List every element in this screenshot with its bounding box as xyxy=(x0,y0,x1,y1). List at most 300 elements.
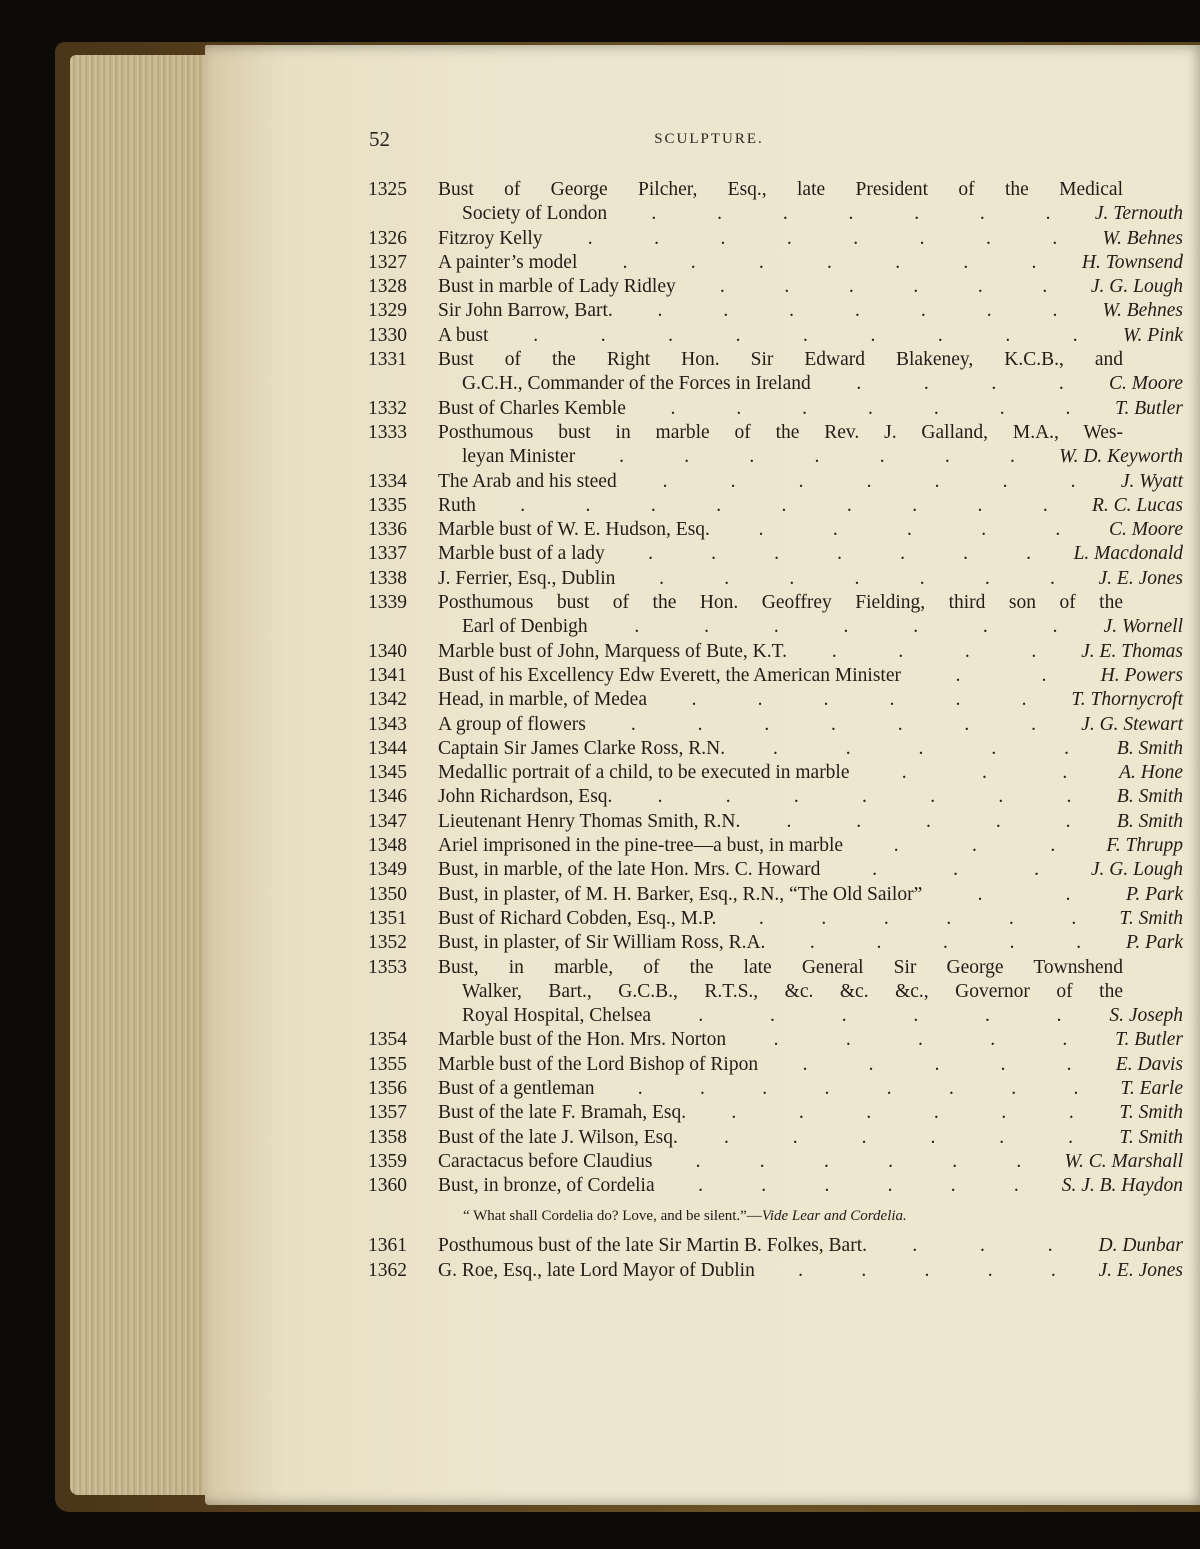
leader-dot: . xyxy=(955,664,961,686)
leader-dot: . xyxy=(831,713,836,735)
leader-dot: . xyxy=(887,1175,893,1197)
leader-dot: . xyxy=(585,494,591,516)
dot-leaders xyxy=(640,397,1101,421)
leader-dot: . xyxy=(803,324,808,346)
catalogue-entry-line xyxy=(368,785,1183,809)
leader-dot: . xyxy=(719,276,725,298)
leader-dot: . xyxy=(984,567,990,589)
leader-dot: . xyxy=(895,251,901,273)
leader-dot: . xyxy=(684,446,690,468)
entry-artist: T. Butler xyxy=(1115,397,1183,419)
leader-dot: . xyxy=(792,1126,798,1148)
entry-title: Marble bust of the Lord Bishop of Ripon xyxy=(438,1053,759,1075)
leader-dot: . xyxy=(772,737,778,759)
dot-leaders xyxy=(700,1101,1105,1125)
entry-number: 1338 xyxy=(368,567,407,589)
leader-dot: . xyxy=(1052,616,1058,638)
leader-dot: . xyxy=(1070,470,1076,492)
catalogue-entry-line xyxy=(368,1028,1183,1052)
leader-dot: . xyxy=(950,1175,956,1197)
leader-dot: . xyxy=(789,567,795,589)
leader-dot: . xyxy=(731,1102,737,1124)
leader-dot: . xyxy=(886,1077,892,1099)
leader-dot: . xyxy=(866,470,872,492)
entry-number: 1355 xyxy=(368,1053,407,1075)
entry-number: 1328 xyxy=(368,276,407,298)
dot-leaders xyxy=(730,907,1105,931)
page-header xyxy=(369,127,1189,157)
entry-number: 1358 xyxy=(368,1126,407,1148)
entry-artist: H. Townsend xyxy=(1081,251,1183,273)
leader-dot: . xyxy=(1065,810,1071,832)
leader-dot: . xyxy=(730,470,736,492)
entry-number: 1360 xyxy=(368,1175,407,1197)
entry-artist: J. G. Lough xyxy=(1090,859,1183,881)
leader-dot: . xyxy=(848,276,854,298)
leader-dot: . xyxy=(691,689,697,711)
entry-number: 1352 xyxy=(368,932,407,954)
leader-dot: . xyxy=(991,737,997,759)
leader-dot: . xyxy=(930,1126,936,1148)
catalogue-entry-line xyxy=(368,737,1183,761)
leader-dot: . xyxy=(912,494,918,516)
dot-leaders xyxy=(557,227,1088,251)
entry-artist: C. Moore xyxy=(1108,373,1183,395)
catalogue-entry-line xyxy=(368,1126,1183,1150)
entry-artist: T. Smith xyxy=(1119,1126,1183,1148)
leader-dot: . xyxy=(913,276,919,298)
leader-dot: . xyxy=(982,762,987,784)
leader-dot: . xyxy=(723,300,729,322)
entry-title: Posthumous bust in marble of the Rev. J. Galland, M.A., Wes- xyxy=(438,421,1123,443)
leader-dot: . xyxy=(1072,324,1078,346)
leader-dot: . xyxy=(1049,567,1055,589)
dot-leaders xyxy=(619,542,1060,566)
leader-dot: . xyxy=(749,446,755,468)
leader-dot: . xyxy=(786,810,792,832)
leader-dot: . xyxy=(758,519,764,541)
leader-dot: . xyxy=(998,786,1004,808)
entry-number: 1356 xyxy=(368,1077,407,1099)
leader-dot: . xyxy=(846,494,852,516)
entry-number: 1353 xyxy=(368,956,407,978)
leader-dot: . xyxy=(704,616,709,638)
dot-leaders xyxy=(627,299,1088,323)
entry-artist: C. Moore xyxy=(1108,519,1183,541)
leader-dot: . xyxy=(1064,737,1070,759)
leader-dot: . xyxy=(757,689,763,711)
leader-dot: . xyxy=(798,470,804,492)
leader-dot: . xyxy=(831,640,837,662)
dot-leaders xyxy=(724,518,1095,542)
leader-dot: . xyxy=(883,907,889,929)
catalogue-entry-line xyxy=(368,372,1183,396)
dot-leaders xyxy=(779,931,1112,955)
leader-dot: . xyxy=(952,1150,958,1172)
entry-number: 1339 xyxy=(368,592,407,614)
dot-leaders xyxy=(769,1259,1085,1283)
entry-artist: J. E. Thomas xyxy=(1081,640,1183,662)
leader-dot: . xyxy=(937,324,943,346)
leader-dot: . xyxy=(955,689,961,711)
leader-dot: . xyxy=(1052,300,1058,322)
entry-artist: J. G. Lough xyxy=(1090,276,1183,298)
entry-artist: A. Hone xyxy=(1119,762,1183,784)
leader-dot: . xyxy=(781,494,787,516)
leader-dot: . xyxy=(889,689,895,711)
leader-dot: . xyxy=(782,203,788,225)
catalogue-entry-line xyxy=(368,1234,1183,1258)
leader-dot: . xyxy=(1073,1077,1079,1099)
leader-dot: . xyxy=(934,1053,940,1075)
leader-dot: . xyxy=(793,786,799,808)
leader-dot: . xyxy=(770,1005,775,1027)
dot-leaders xyxy=(740,1028,1101,1052)
catalogue-entry-line xyxy=(368,1101,1183,1125)
leader-dot: . xyxy=(953,859,958,881)
entry-title: Bust of George Pilcher, Esq., late President of the Medical xyxy=(438,179,1123,200)
leader-dot: . xyxy=(724,567,730,589)
entry-title: A group of flowers xyxy=(438,713,586,735)
leader-dot: . xyxy=(1062,1029,1068,1051)
catalogue-entry-line xyxy=(368,1174,1183,1198)
leader-dot: . xyxy=(784,276,790,298)
entry-title: G. Roe, Esq., late Lord Mayor of Dublin xyxy=(438,1259,755,1281)
entry-number: 1327 xyxy=(368,251,407,273)
entry-title: A bust xyxy=(438,324,489,346)
leader-dot: . xyxy=(982,616,988,638)
entry-title: Ariel imprisoned in the pine-tree—a bust, in marble xyxy=(438,835,844,857)
leader-dot: . xyxy=(1066,1053,1072,1075)
leader-dot: . xyxy=(919,227,925,249)
leader-dot: . xyxy=(845,737,851,759)
leader-dot: . xyxy=(657,786,663,808)
dot-leaders xyxy=(739,737,1103,761)
leader-dot: . xyxy=(948,1077,954,1099)
entry-title: Head, in marble, of Medea xyxy=(438,689,647,711)
catalogue-entry-line xyxy=(368,251,1183,275)
leader-dot: . xyxy=(946,907,952,929)
entry-title: Society of London xyxy=(462,203,608,225)
dot-leaders xyxy=(609,1077,1107,1101)
leader-dot: . xyxy=(861,1259,867,1281)
leader-dot: . xyxy=(1013,1175,1019,1197)
entry-artist: J. Wyatt xyxy=(1120,470,1183,492)
entry-number: 1349 xyxy=(368,859,407,881)
leader-dot: . xyxy=(1031,251,1037,273)
catalogue-entry-line xyxy=(368,761,1183,785)
entry-title: Fitzroy Kelly xyxy=(438,227,543,249)
entry-artist: B. Smith xyxy=(1116,737,1183,759)
entry-title: Bust, in plaster, of Sir William Ross, R.A. xyxy=(438,932,766,954)
leader-dot: . xyxy=(845,1029,851,1051)
leader-dot: . xyxy=(856,373,862,395)
entry-number: 1347 xyxy=(368,810,407,832)
dot-leaders xyxy=(915,664,1087,688)
leader-dot: . xyxy=(1055,519,1061,541)
leader-dot: . xyxy=(843,616,849,638)
leader-dot: . xyxy=(698,1175,704,1197)
entry-title: Bust of a gentleman xyxy=(438,1077,595,1099)
dot-leaders xyxy=(490,494,1078,518)
leader-dot: . xyxy=(758,251,764,273)
entry-number: 1340 xyxy=(368,640,407,662)
leader-dot: . xyxy=(855,300,860,322)
entry-title: Sir John Barrow, Bart. xyxy=(438,300,613,322)
entry-title: Royal Hospital, Chelsea xyxy=(462,1005,652,1027)
entry-title: J. Ferrier, Esq., Dublin xyxy=(438,567,616,589)
entry-artist: R. C. Lucas xyxy=(1091,494,1183,516)
leader-dot: . xyxy=(918,1029,923,1051)
entry-artist: W. C. Marshall xyxy=(1064,1150,1183,1172)
catalogue-list xyxy=(368,178,1183,1283)
entry-number: 1343 xyxy=(368,713,407,735)
entry-number: 1342 xyxy=(368,689,407,711)
leader-dot: . xyxy=(774,543,779,565)
dot-leaders xyxy=(631,470,1107,494)
entry-title: Marble bust of John, Marquess of Bute, K.T. xyxy=(438,640,787,662)
dot-leaders xyxy=(936,883,1112,907)
leader-dot: . xyxy=(862,786,867,808)
leader-dot: . xyxy=(651,203,657,225)
entry-title: Bust of his Excellency Edw Everett, the American Minister xyxy=(438,664,902,686)
entry-title: Bust, in bronze, of Cordelia xyxy=(438,1175,655,1197)
entry-number: 1359 xyxy=(368,1150,407,1172)
catalogue-entry-line xyxy=(368,1004,1183,1028)
leader-dot: . xyxy=(1042,276,1048,298)
leader-dot: . xyxy=(1021,689,1027,711)
entry-title: Marble bust of W. E. Hudson, Esq. xyxy=(438,519,710,541)
leader-dot: . xyxy=(913,1005,919,1027)
catalogue-entry-line xyxy=(368,348,1183,372)
leader-dot: . xyxy=(876,932,882,954)
leader-dot: . xyxy=(1041,664,1047,686)
leader-dot: . xyxy=(1065,883,1071,905)
entry-artist: L. Macdonald xyxy=(1073,543,1183,565)
leader-dot: . xyxy=(980,1235,985,1257)
entry-title: Medallic portrait of a child, to be executed in marble xyxy=(438,762,850,784)
leader-dot: . xyxy=(1031,713,1036,735)
dot-leaders xyxy=(629,567,1085,591)
dot-leaders xyxy=(666,1150,1051,1174)
entry-number: 1335 xyxy=(368,494,407,516)
leader-dot: . xyxy=(934,470,940,492)
leader-dot: . xyxy=(977,276,983,298)
leader-dot: . xyxy=(981,519,987,541)
catalogue-entry-line xyxy=(368,713,1183,737)
leader-dot: . xyxy=(919,567,925,589)
entry-title: Bust of Charles Kemble xyxy=(438,397,626,419)
catalogue-entry-line xyxy=(368,883,1183,907)
entry-title: Bust of the Right Hon. Sir Edward Blakeney, K.C.B., and xyxy=(438,349,1123,371)
catalogue-entry-line xyxy=(368,931,1183,955)
leader-dot: . xyxy=(725,786,731,808)
leader-dot: . xyxy=(520,494,526,516)
entry-quote xyxy=(368,1198,1183,1234)
leader-dot: . xyxy=(913,616,919,638)
catalogue-entry-line xyxy=(368,324,1183,348)
entry-number: 1330 xyxy=(368,324,407,346)
entry-artist: T. Thornycroft xyxy=(1071,689,1183,711)
page-number: 52 xyxy=(369,127,390,151)
leader-dot: . xyxy=(872,859,877,881)
entry-artist: T. Earle xyxy=(1120,1077,1183,1099)
leader-dot: . xyxy=(924,1259,930,1281)
leader-dot: . xyxy=(699,1077,705,1099)
catalogue-entry-line xyxy=(368,178,1183,202)
leader-dot: . xyxy=(773,616,779,638)
leader-dot: . xyxy=(690,251,696,273)
catalogue-entry-line xyxy=(368,299,1183,323)
leader-dot: . xyxy=(912,1235,918,1257)
leader-dot: . xyxy=(619,446,624,468)
leader-dot: . xyxy=(758,907,764,929)
entry-title: Bust in marble of Lady Ridley xyxy=(438,276,676,298)
dot-leaders xyxy=(864,761,1105,785)
leader-dot: . xyxy=(650,494,656,516)
leader-dot: . xyxy=(823,1150,829,1172)
entry-title: leyan Minister xyxy=(462,446,576,468)
catalogue-entry-line xyxy=(368,421,1183,445)
leader-dot: . xyxy=(999,397,1005,419)
entry-artist: B. Smith xyxy=(1116,786,1183,808)
leader-dot: . xyxy=(987,1259,993,1281)
leader-dot: . xyxy=(868,1053,874,1075)
dot-leaders xyxy=(591,251,1068,275)
leader-dot: . xyxy=(697,713,703,735)
entry-title: Bust of the late J. Wilson, Esq. xyxy=(438,1126,678,1148)
entry-artist: W. D. Keyworth xyxy=(1059,446,1183,468)
leader-dot: . xyxy=(1066,786,1072,808)
leader-dot: . xyxy=(879,446,885,468)
leader-dot: . xyxy=(798,1102,804,1124)
leader-dot: . xyxy=(821,907,827,929)
leader-dot: . xyxy=(1034,859,1039,881)
leader-dot: . xyxy=(716,494,722,516)
leader-dot: . xyxy=(637,1077,643,1099)
entry-title: Lieutenant Henry Thomas Smith, R.N. xyxy=(438,810,741,832)
leader-dot: . xyxy=(1031,640,1037,662)
catalogue-entry-line xyxy=(368,494,1183,518)
entry-number: 1351 xyxy=(368,907,407,929)
leader-dot: . xyxy=(963,251,969,273)
leader-dot: . xyxy=(648,543,653,565)
leader-dot: . xyxy=(761,1175,767,1197)
leader-dot: . xyxy=(1011,1077,1017,1099)
catalogue-entry-line xyxy=(368,810,1183,834)
leader-dot: . xyxy=(762,1077,768,1099)
entry-title: John Richardson, Esq. xyxy=(438,786,613,808)
leader-dot: . xyxy=(914,203,920,225)
catalogue-entry-line xyxy=(368,907,1183,931)
entry-title: The Arab and his steed xyxy=(438,470,617,492)
leader-dot: . xyxy=(866,1102,872,1124)
catalogue-entry-line xyxy=(368,1150,1183,1174)
leader-dot: . xyxy=(1047,1235,1053,1257)
leader-dot: . xyxy=(1008,907,1014,929)
leader-dot: . xyxy=(920,300,926,322)
entry-number: 1337 xyxy=(368,543,407,565)
leader-dot: . xyxy=(1000,1053,1006,1075)
dot-leaders xyxy=(692,1126,1105,1150)
entry-title: Caractacus before Claudius xyxy=(438,1150,653,1172)
dot-leaders xyxy=(626,785,1103,809)
quote-text: “ What shall Cordelia do? Love, and be silent.”— xyxy=(463,1208,762,1225)
catalogue-entry-line xyxy=(368,688,1183,712)
leader-dot: . xyxy=(695,1150,701,1172)
entry-artist: T. Smith xyxy=(1119,907,1183,929)
leader-dot: . xyxy=(735,324,741,346)
catalogue-entry-line xyxy=(368,640,1183,664)
leader-dot: . xyxy=(986,227,991,249)
leader-dot: . xyxy=(964,713,970,735)
leader-dot: . xyxy=(798,1259,804,1281)
leader-dot: . xyxy=(977,494,983,516)
catalogue-entry-line xyxy=(368,1259,1183,1283)
leader-dot: . xyxy=(814,446,820,468)
entry-title: Posthumous bust of the Hon. Geoffrey Fielding, third son of the xyxy=(438,592,1123,614)
dot-leaders xyxy=(825,372,1095,396)
entry-artist: J. Wornell xyxy=(1103,616,1183,638)
leader-dot: . xyxy=(1056,1005,1062,1027)
leader-dot: . xyxy=(533,324,539,346)
entry-artist: D. Dunbar xyxy=(1098,1235,1183,1257)
leader-dot: . xyxy=(698,1005,704,1027)
dot-leaders xyxy=(589,445,1045,469)
dot-leaders xyxy=(602,615,1090,639)
catalogue-entry-line xyxy=(368,834,1183,858)
entry-number: 1334 xyxy=(368,470,407,492)
leader-dot: . xyxy=(888,1150,893,1172)
leader-dot: . xyxy=(1071,907,1077,929)
entry-title: Marble bust of a lady xyxy=(438,543,605,565)
leader-dot: . xyxy=(1009,932,1015,954)
leader-dot: . xyxy=(964,640,970,662)
dot-leaders xyxy=(857,834,1092,858)
entry-title: Ruth xyxy=(438,494,476,516)
catalogue-entry-line xyxy=(368,227,1183,251)
running-title: SCULPTURE. xyxy=(654,131,764,147)
leader-dot: . xyxy=(898,640,904,662)
entry-title: Posthumous bust of the late Sir Martin B. Folkes, Bart. xyxy=(438,1235,867,1257)
leader-dot: . xyxy=(1068,1102,1074,1124)
leader-dot: . xyxy=(944,446,950,468)
catalogue-entry-line xyxy=(368,518,1183,542)
leader-dot: . xyxy=(759,1150,765,1172)
catalogue-entry-line xyxy=(368,275,1183,299)
entry-number: 1329 xyxy=(368,300,407,322)
leader-dot: . xyxy=(668,324,674,346)
catalogue-entry-line xyxy=(368,591,1183,615)
leader-dot: . xyxy=(986,300,992,322)
entry-number: 1345 xyxy=(368,762,407,784)
entry-number: 1331 xyxy=(368,349,407,371)
entry-title: Bust, in plaster, of M. H. Barker, Esq., R.N., “The Old Sailor” xyxy=(438,883,923,905)
entry-title: Bust of the late F. Bramah, Esq. xyxy=(438,1102,687,1124)
entry-title: Walker, Bart., G.C.B., R.T.S., &c. &c. &c., Governor of the xyxy=(462,980,1123,1002)
leader-dot: . xyxy=(907,519,912,541)
entry-number: 1332 xyxy=(368,397,407,419)
dot-leaders xyxy=(621,202,1081,226)
entry-title: Bust of Richard Cobden, Esq., M.P. xyxy=(438,907,717,929)
entry-number: 1326 xyxy=(368,227,407,249)
leader-dot: . xyxy=(662,470,668,492)
leader-dot: . xyxy=(824,1077,830,1099)
leader-dot: . xyxy=(717,203,722,225)
leader-dot: . xyxy=(600,324,606,346)
catalogue-entry-line xyxy=(368,397,1183,421)
leader-dot: . xyxy=(1001,1102,1007,1124)
